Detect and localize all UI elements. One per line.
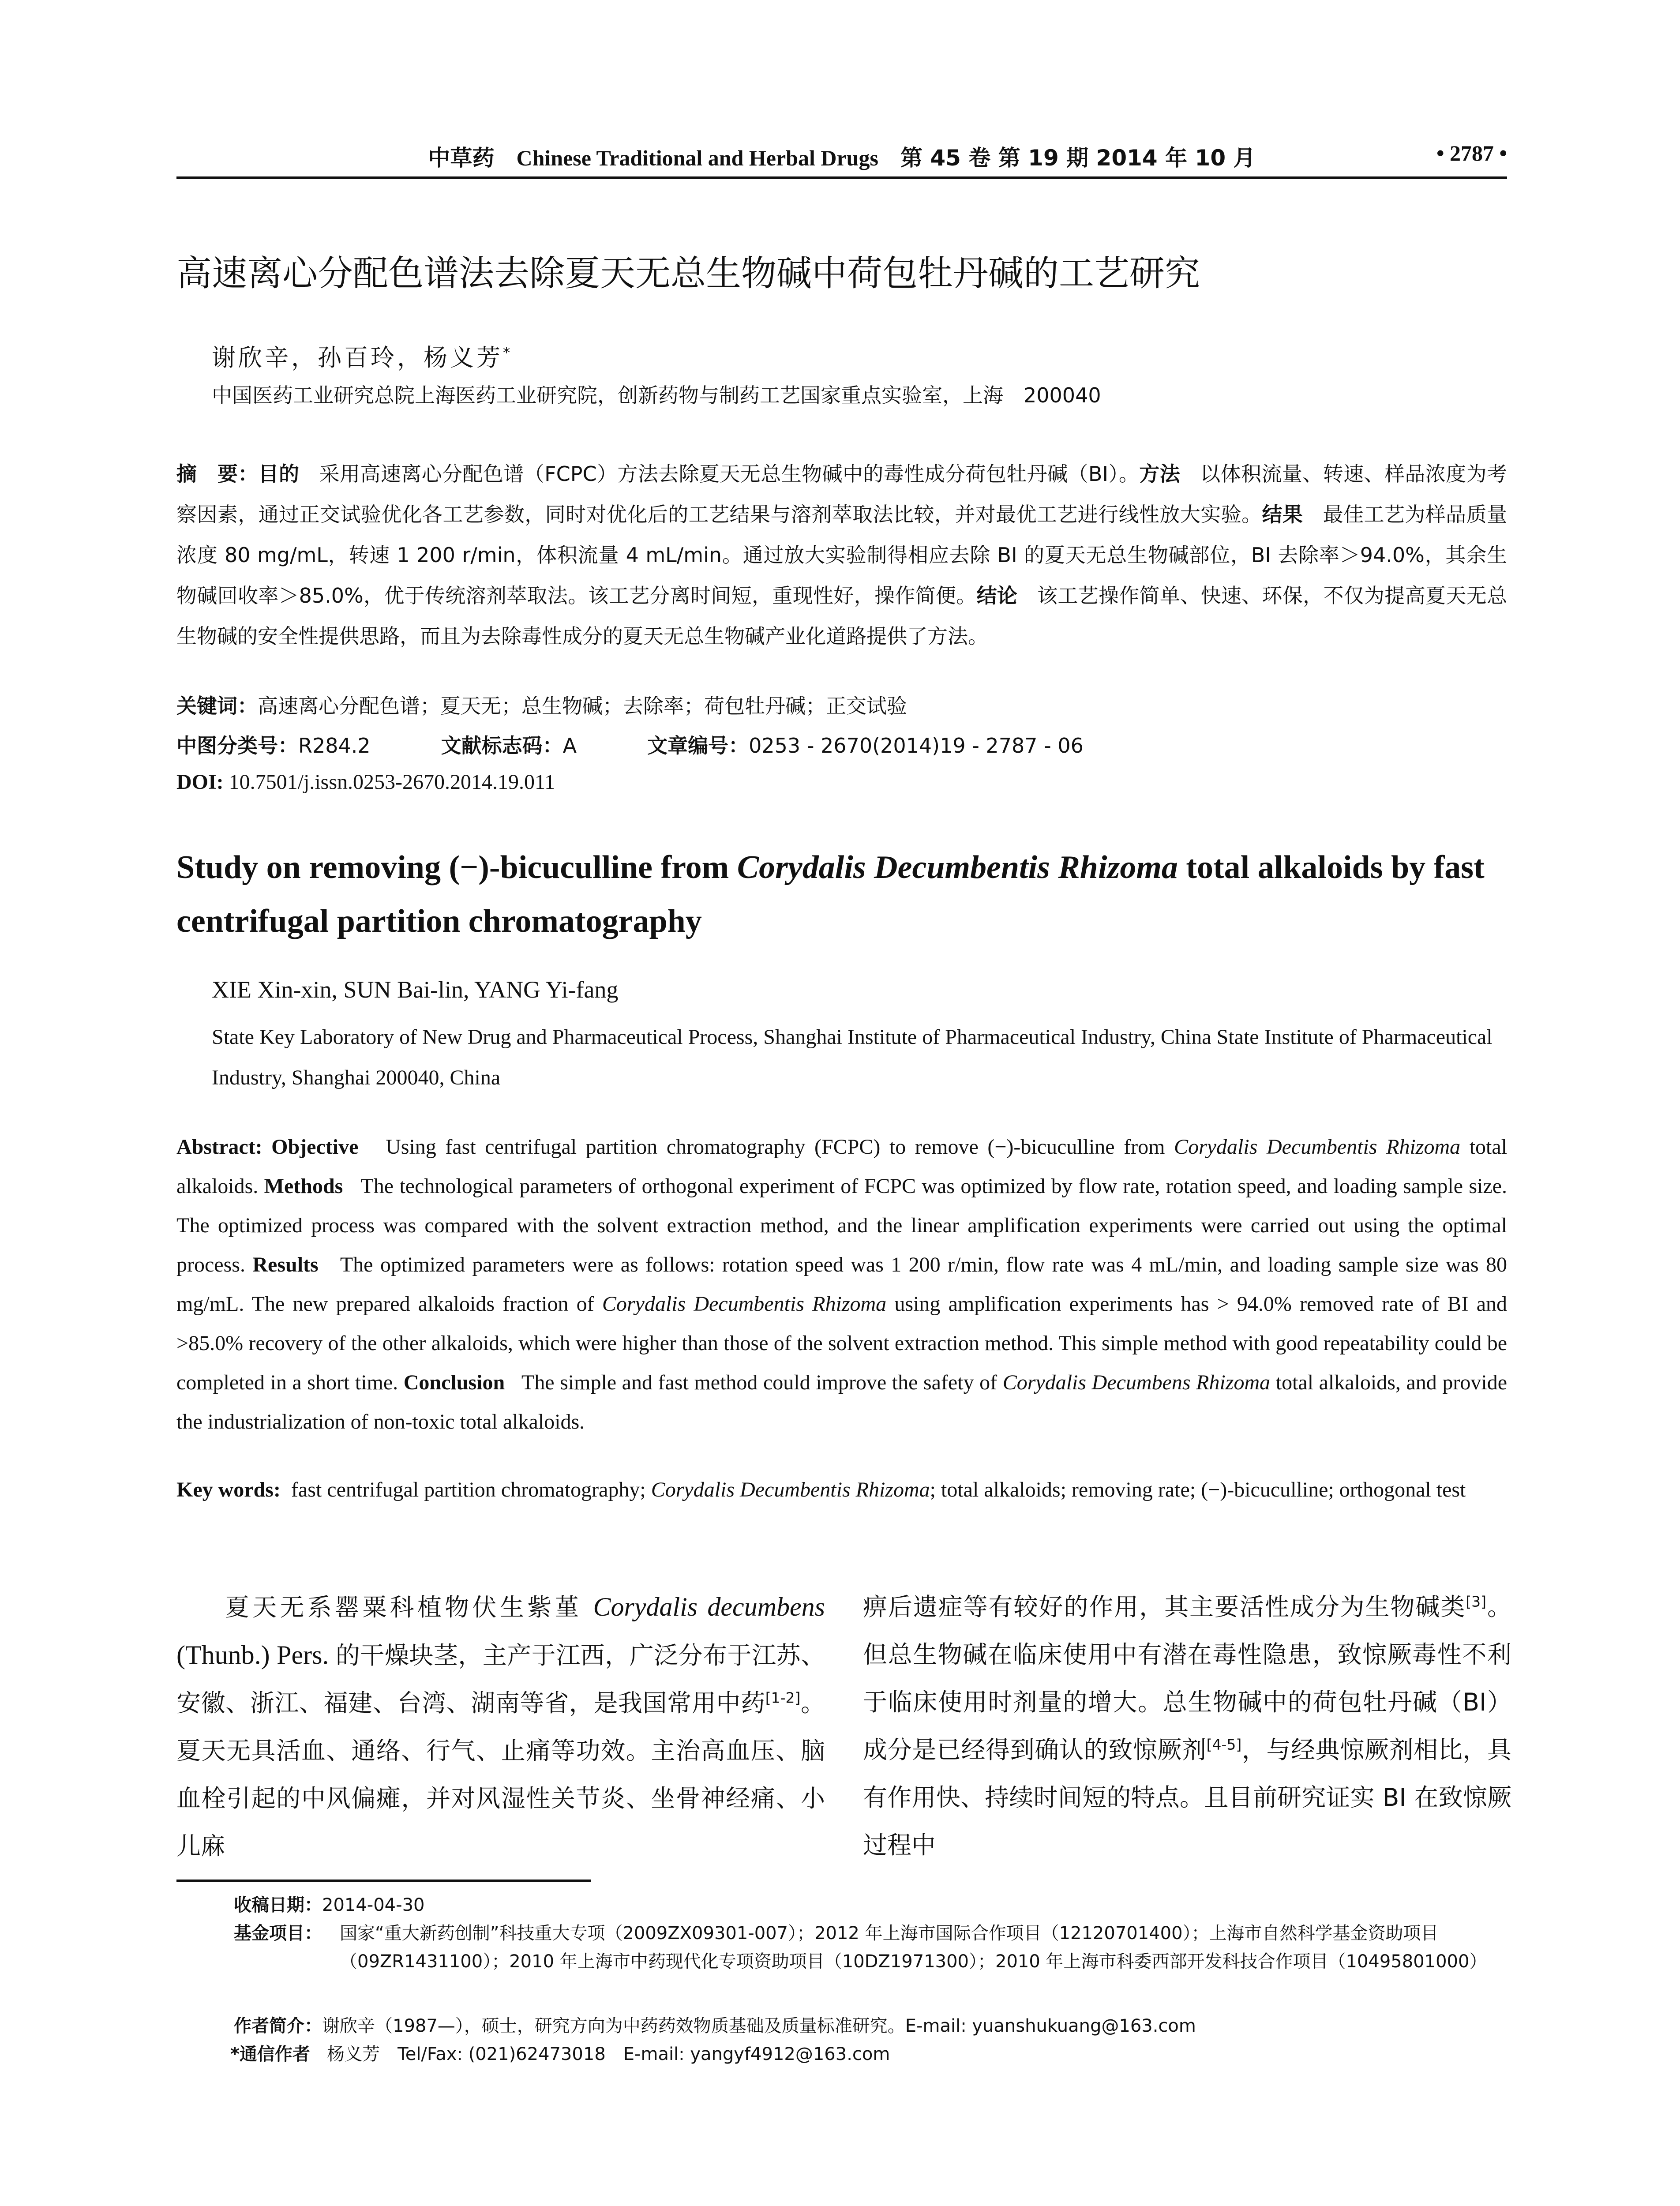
received-label: 收稿日期： (234, 1895, 322, 1915)
en-keywords-1: fast centrifugal partition chromatography; (291, 1478, 651, 1501)
cn-affiliation: 中国医药工业研究总院上海医药工业研究院，创新药物与制药工艺国家重点实验室，上海 200040 (212, 383, 1101, 407)
cn-objective-label: 目的 (258, 462, 300, 486)
body-right-3: ，与经典惊厥剂相比，具有作用快、持续时间短的特点。且目前研究证实 BI 在致惊厥过程中 (863, 1736, 1511, 1859)
en-conclusion-species: Corydalis Decumbens Rhizoma (1002, 1371, 1271, 1394)
ref-3[interactable]: [3] (1466, 1593, 1487, 1610)
en-keywords (176, 1470, 1507, 1509)
funding-label: 基金项目： (234, 1923, 322, 1943)
cn-methods-label: 方法 (1139, 462, 1181, 486)
en-title-part-1: Study on removing (−)-bicuculline from (176, 849, 737, 885)
class-value: R284.2 (298, 734, 371, 758)
body-column-right (863, 1583, 1511, 1869)
journal-header-center (176, 140, 1507, 172)
received-date: 2014-04-30 (322, 1895, 425, 1915)
en-conclusion-2: total alkaloids, and provide the industrialization of non-toxic total alkaloids. (176, 1371, 1508, 1433)
cn-title: 高速离心分配色谱法去除夏天无总生物碱中荷包牡丹碱的工艺研究 (176, 253, 1200, 294)
body-column-left (176, 1583, 825, 1870)
doi-label: DOI: (176, 770, 224, 794)
en-keywords-2: ; total alkaloids; removing rate; (−)-bicuculline; orthogonal test (930, 1478, 1466, 1501)
ref-1-2[interactable]: [1-2] (765, 1689, 801, 1707)
corresponding-mark: * (503, 344, 513, 361)
footnote-corresponding (230, 2040, 890, 2068)
body-left-2: 的干燥块茎，主产于江西，广泛分布于江苏、安徽、浙江、福建、台湾、湖南等省，是我国常用中药 (176, 1641, 825, 1717)
en-conclusion-label: Conclusion (403, 1371, 505, 1394)
cn-keywords (176, 690, 907, 719)
en-title-part-2: total alkaloids by fast centrifugal partition chromatography (176, 849, 1485, 939)
en-methods-label: Methods (264, 1174, 343, 1198)
en-results-species: Corydalis Decumbentis Rhizoma (602, 1292, 887, 1316)
footnote-bio (234, 2012, 1507, 2040)
cn-methods: 以体积流量、转速、样品浓度为考察因素，通过正交试验优化各工艺参数，同时对优化后的工艺结果与溶剂萃取法比较，并对最优工艺进行线性放大实验。 (176, 462, 1508, 526)
bio-label: 作者简介： (234, 2016, 322, 2036)
en-keywords-label: Key words: (176, 1478, 281, 1501)
body-species: Corydalis decumbens (593, 1592, 825, 1621)
en-results-1: The optimized parameters were as follows: rotation speed was 1 200 r/min, flow rate was 4 mL/min, and loading sample size was 80 mg/mL. The new prepared alkaloids fraction of (176, 1253, 1508, 1316)
en-results-2: using amplification experiments has > 94.0% removed rate of BI and >85.0% recovery of the other alkaloids, which were higher than those of the solvent extraction method. This simple method with good repeatability could be completed in a short time. (176, 1292, 1508, 1394)
en-affiliation: State Key Laboratory of New Drug and Pharmaceutical Process, Shanghai Institute of Pharmaceutical Industry, China State Institute of Pharmaceutical Industry, Shanghai 200040, China (212, 1025, 1492, 1089)
page-number: • 2787 • (1436, 141, 1507, 165)
article-value: 0253 - 2670(2014)19 - 2787 - 06 (749, 734, 1084, 758)
cn-abstract (176, 454, 1507, 657)
en-conclusion-1: The simple and fast method could improve the safety of (521, 1371, 1003, 1394)
en-objective-species: Corydalis Decumbentis Rhizoma (1174, 1135, 1461, 1159)
journal-issue: 第 45 卷 第 19 期 2014 年 10 月 (900, 145, 1256, 171)
en-keywords-species: Corydalis Decumbentis Rhizoma (651, 1478, 930, 1501)
cn-authors (212, 339, 513, 373)
body-left-3: 。夏天无具活血、通络、行气、止痛等功效。主治高血压、脑血栓引起的中风偏瘫，并对风湿性关节炎、坐骨神经痛、小儿麻 (176, 1689, 825, 1860)
body-right-2: 。但总生物碱在临床使用中有潜在毒性隐患，致惊厥毒性不利于临床使用时剂量的增大。总生物碱中的荷包牡丹碱（BI）成分是已经得到确认的致惊厥剂 (863, 1593, 1511, 1764)
cn-results-label: 结果 (1262, 503, 1303, 526)
body-right-1: 痹后遗症等有较好的作用，其主要活性成分为生物碱类 (863, 1593, 1466, 1621)
cn-conclusion-label: 结论 (976, 584, 1018, 608)
en-results-label: Results (252, 1253, 319, 1276)
en-abstract (176, 1127, 1507, 1441)
cn-conclusion: 该工艺操作简单、快速、环保，不仅为提高夏天无总生物碱的安全性提供思路，而且为去除毒性成分的夏天无总生物碱产业化道路提供了方法。 (176, 584, 1508, 648)
footnote-received (234, 1891, 424, 1919)
footnote-rule (176, 1880, 591, 1882)
en-methods: The technological parameters of orthogonal experiment of FCPC was optimized by flow rate, rotation speed, and loading sample size. The optimized process was compared with the solvent extraction method, and the linear amplification experiments were carried out using the optimal process. (176, 1174, 1508, 1276)
en-authors: XIE Xin-xin, SUN Bai-lin, YANG Yi-fang (212, 976, 619, 1003)
en-abstract-label: Abstract: Objective (176, 1135, 359, 1159)
en-title (176, 840, 1507, 948)
en-objective-2: total alkaloids. (176, 1135, 1507, 1198)
body-authority: (Thunb.) Pers. (176, 1640, 336, 1670)
cn-author-names: 谢欣辛，孙百玲，杨义芳 (212, 344, 503, 371)
cn-abstract-label: 摘 要： (176, 462, 259, 486)
journal-name-en: Chinese Traditional and Herbal Drugs (516, 146, 878, 170)
class-label: 中图分类号： (176, 734, 298, 758)
cn-keywords-list: 高速离心分配色谱；夏天无；总生物碱；去除率；荷包牡丹碱；正交试验 (258, 694, 907, 718)
cn-objective: 采用高速离心分配色谱（FCPC）方法去除夏天无总生物碱中的毒性成分荷包牡丹碱（BI）。 (319, 462, 1140, 486)
article-label: 文章编号： (647, 734, 749, 758)
cn-keywords-label: 关键词： (176, 694, 258, 718)
doi-value[interactable]: 10.7501/j.issn.0253-2670.2014.19.011 (229, 770, 555, 794)
footnote-funding (234, 1919, 1507, 1976)
doc-value: A (562, 734, 577, 758)
doc-label: 文献标志码： (441, 734, 563, 758)
en-title-species: Corydalis Decumbentis Rhizoma (737, 849, 1178, 885)
doi (176, 770, 555, 794)
body-left-1: 夏天无系罂粟科植物伏生紫堇 (225, 1593, 593, 1621)
journal-name-cn: 中草药 (428, 145, 495, 171)
funding-text: 国家“重大新药创制”科技重大专项（2009ZX09301-007）；2012 年上海市国际合作项目（12120701400）；上海市自然科学基金资助项目（09ZR1431100）；2010 年上海市中药现代化专项资助项目（10DZ1971300）；2010 年上海市科委西部开发科技合作项目（10495801000） (340, 1923, 1487, 1972)
corr-text: 杨义芳 Tel/Fax: (021)62473018 E-mail: yangyf4912@163.com (327, 2044, 890, 2064)
bio-text: 谢欣辛（1987—），硕士，研究方向为中药药效物质基础及质量标准研究。E-mail: yuanshukuang@163.com (322, 2016, 1196, 2036)
en-objective-1: Using fast centrifugal partition chromatography (FCPC) to remove (−)-bicuculline from (386, 1135, 1174, 1159)
ref-4-5[interactable]: [4-5] (1206, 1736, 1242, 1753)
cn-classification (176, 730, 1084, 759)
corr-label: *通信作者 (230, 2044, 310, 2064)
header-rule (176, 176, 1507, 179)
cn-results: 最佳工艺为样品质量浓度 80 mg/mL，转速 1 200 r/min，体积流量 4 mL/min。通过放大实验制得相应去除 BI 的夏天无总生物碱部位，BI 去除率＞94.0%，其余生物碱回收率＞85.0%，优于传统溶剂萃取法。该工艺分离时间短，重现性好，操作简便。 (176, 503, 1508, 608)
